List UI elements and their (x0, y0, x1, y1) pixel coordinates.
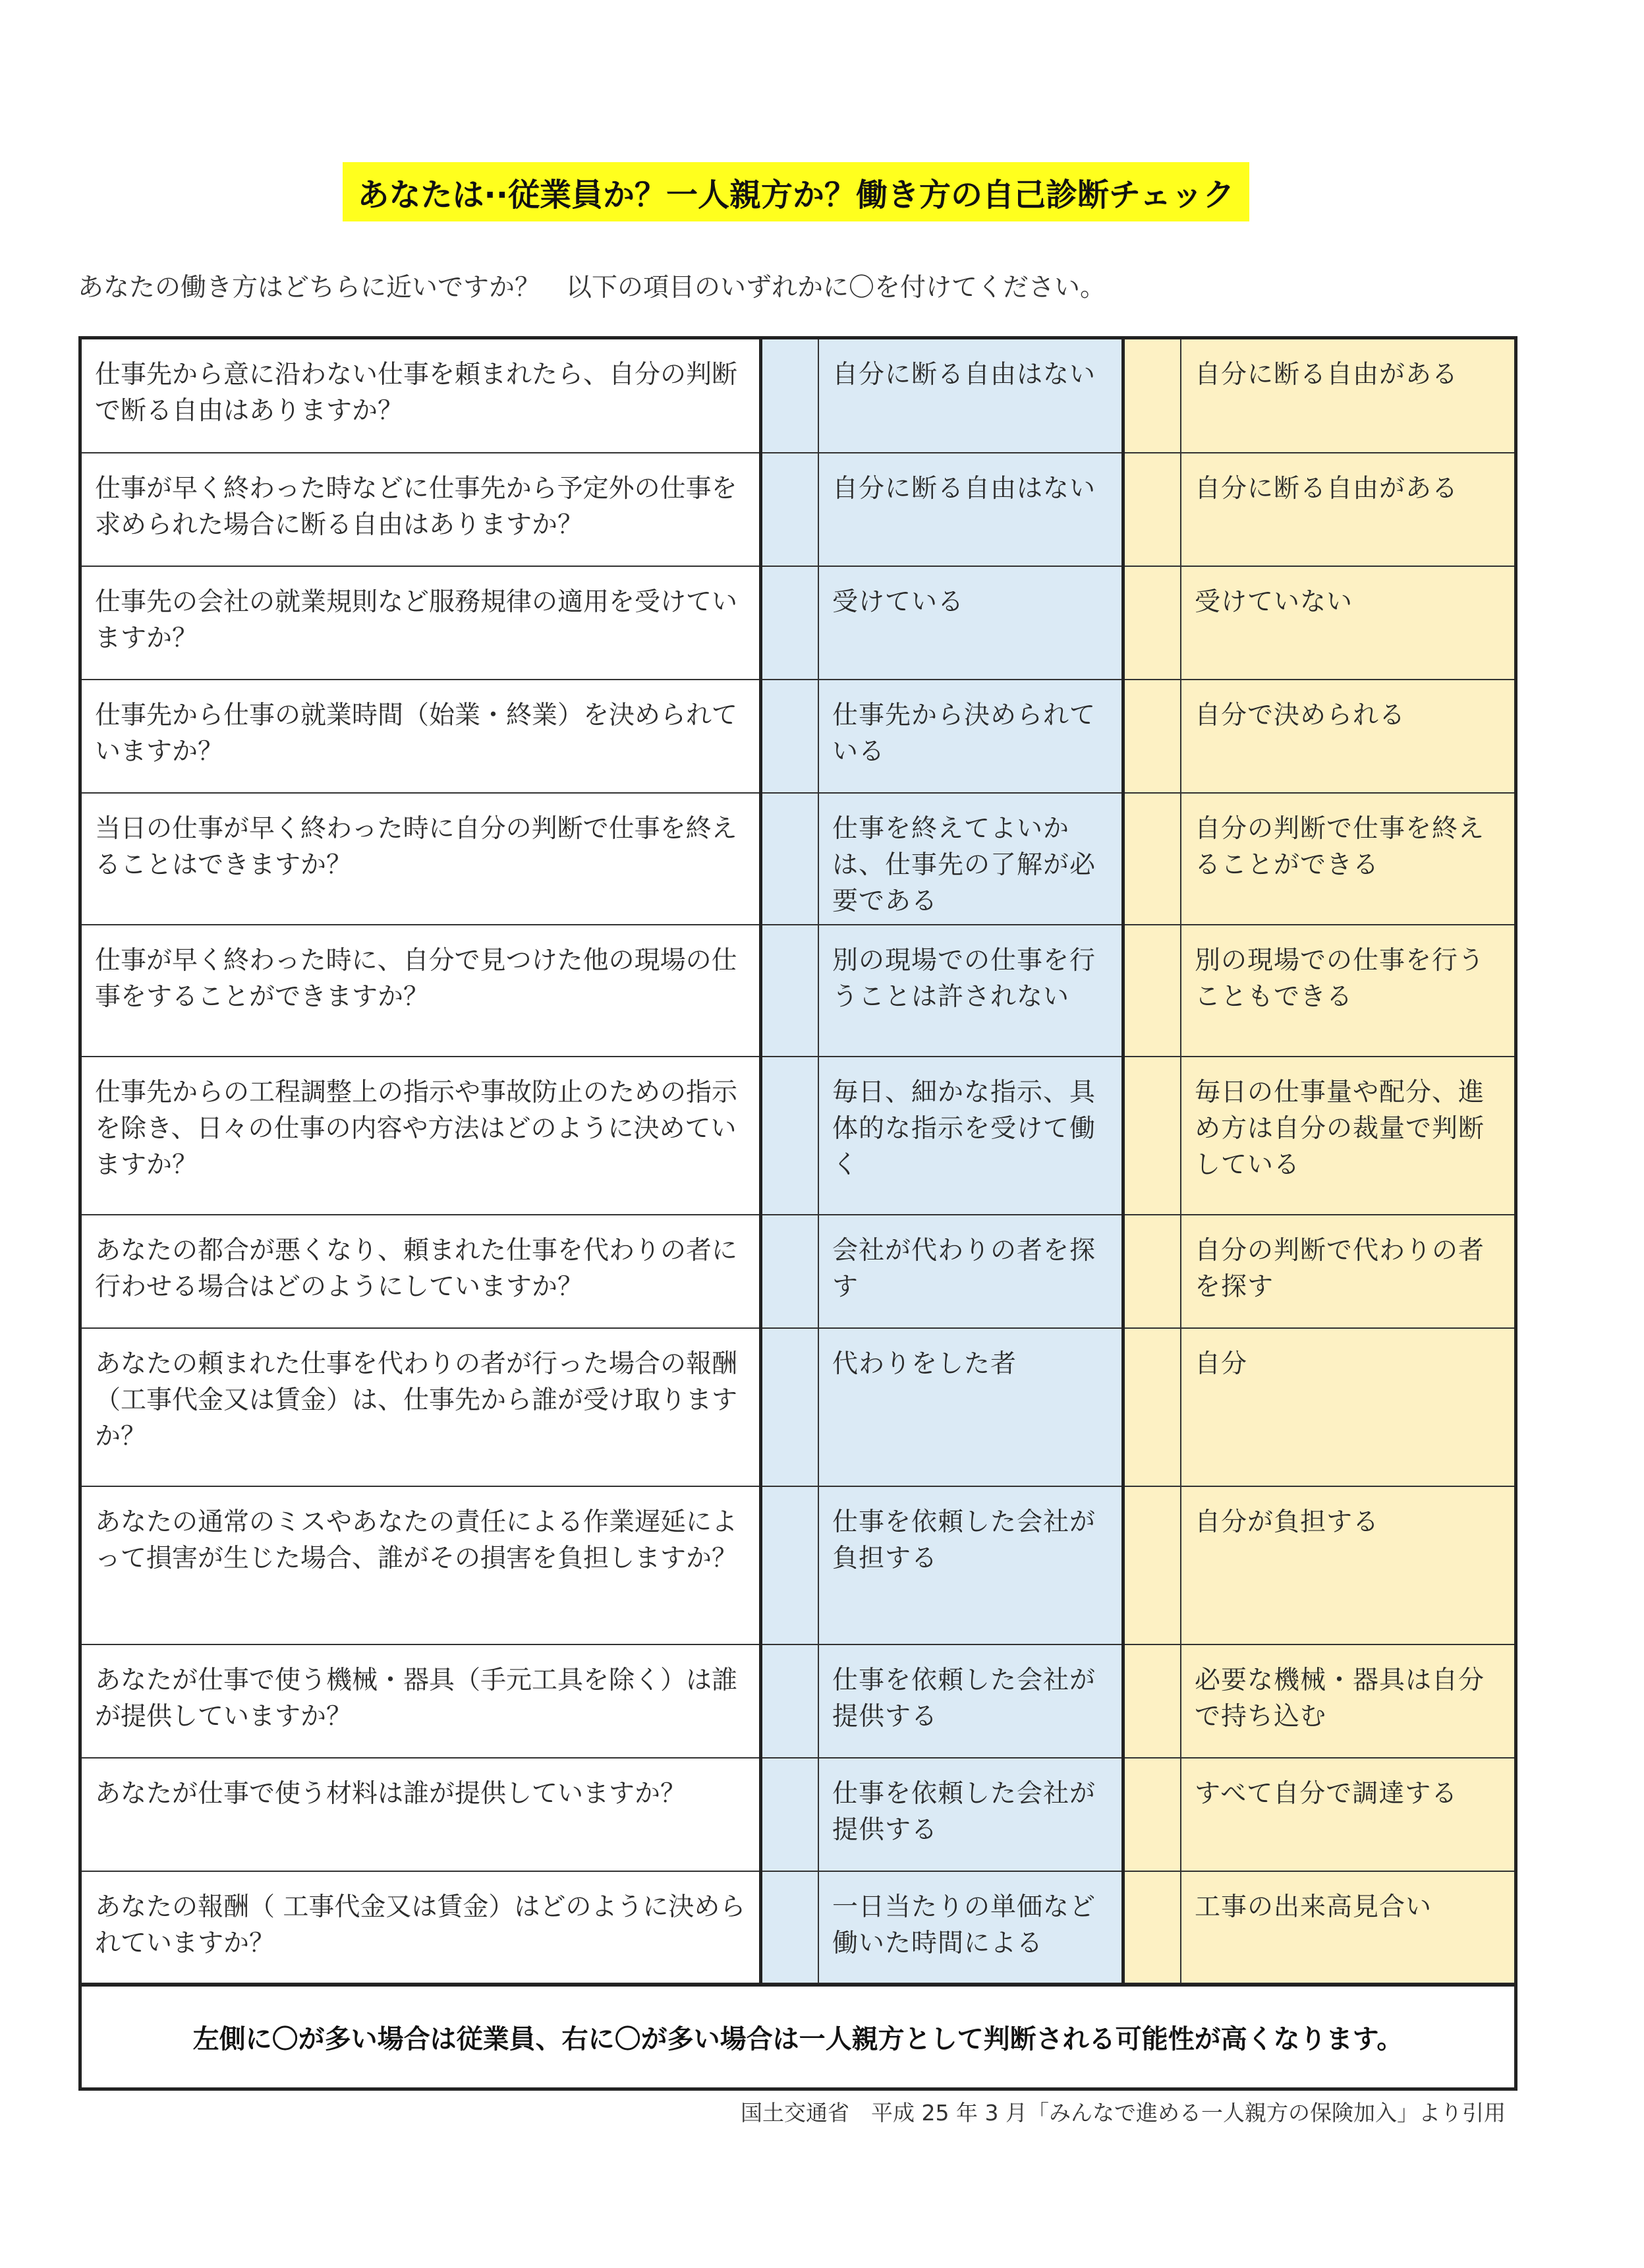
employee-answer: 自分に断る自由はない (818, 339, 1123, 453)
question-text: 仕事先の会社の就業規則など服務規律の適用を受けていますか？ (82, 566, 760, 680)
owner-checkbox[interactable] (1123, 1644, 1181, 1758)
question-text: 仕事が早く終わった時などに仕事先から予定外の仕事を求められた場合に断る自由はありますか？ (82, 453, 760, 566)
self-check-sheet (78, 336, 1517, 2091)
owner-checkbox[interactable] (1123, 925, 1181, 1057)
owner-answer: 自分が負担する (1181, 1486, 1514, 1644)
source-citation: 国土交通省 平成 25 年 3 月「みんなで進める一人親方の保険加入」より引用 (741, 2100, 1506, 2126)
employee-answer: 受けている (818, 566, 1123, 680)
question-row (82, 1486, 1514, 1644)
owner-checkbox[interactable] (1123, 1328, 1181, 1486)
employee-answer: 仕事を依頼した会社が負担する (818, 1486, 1123, 1644)
question-text: あなたの都合が悪くなり、頼まれた仕事を代わりの者に行わせる場合はどのようにしていますか？ (82, 1215, 760, 1328)
owner-answer: 自分 (1181, 1328, 1514, 1486)
employee-answer: 毎日、細かな指示、具体的な指示を受けて働く (818, 1057, 1123, 1215)
question-text: 仕事先から意に沿わない仕事を頼まれたら、自分の判断で断る自由はありますか？ (82, 339, 760, 453)
page-title: あなたは··従業員か？一人親方か？働き方の自己診断チェック (343, 162, 1249, 221)
question-row (82, 1215, 1514, 1328)
owner-checkbox[interactable] (1123, 566, 1181, 680)
conclusion-text: 左側に〇が多い場合は従業員、右に〇が多い場合は一人親方として判断される可能性が高くなります。 (82, 1983, 1514, 2087)
question-text: あなたの通常のミスやあなたの責任による作業遅延によって損害が生じた場合、誰がその損害を負担しますか？ (82, 1486, 760, 1644)
owner-answer: 自分の判断で仕事を終えることができる (1181, 793, 1514, 925)
employee-checkbox[interactable] (760, 1057, 818, 1215)
question-text: 当日の仕事が早く終わった時に自分の判断で仕事を終えることはできますか？ (82, 793, 760, 925)
question-text: あなたが仕事で使う材料は誰が提供していますか？ (82, 1758, 760, 1871)
employee-answer: 仕事先から決められている (818, 680, 1123, 793)
check-table (82, 339, 1514, 1984)
employee-answer: 仕事を依頼した会社が提供する (818, 1644, 1123, 1758)
owner-checkbox[interactable] (1123, 793, 1181, 925)
employee-answer: 仕事を終えてよいかは、仕事先の了解が必要である (818, 793, 1123, 925)
owner-checkbox[interactable] (1123, 1486, 1181, 1644)
owner-answer: 必要な機械・器具は自分で持ち込む (1181, 1644, 1514, 1758)
question-text: あなたが仕事で使う機械・器具（手元工具を除く）は誰が提供していますか？ (82, 1644, 760, 1758)
employee-checkbox[interactable] (760, 1871, 818, 1983)
employee-checkbox[interactable] (760, 1644, 818, 1758)
question-row (82, 1758, 1514, 1871)
employee-answer: 仕事を依頼した会社が提供する (818, 1758, 1123, 1871)
employee-checkbox[interactable] (760, 339, 818, 453)
employee-checkbox[interactable] (760, 1215, 818, 1328)
question-row (82, 1871, 1514, 1983)
employee-checkbox[interactable] (760, 680, 818, 793)
owner-checkbox[interactable] (1123, 1758, 1181, 1871)
question-row (82, 566, 1514, 680)
question-row (82, 925, 1514, 1057)
question-text: あなたの報酬（ 工事代金又は賃金）はどのように決められていますか？ (82, 1871, 760, 1983)
owner-answer: すべて自分で調達する (1181, 1758, 1514, 1871)
owner-checkbox[interactable] (1123, 680, 1181, 793)
owner-answer: 自分に断る自由がある (1181, 339, 1514, 453)
employee-answer: 代わりをした者 (818, 1328, 1123, 1486)
employee-checkbox[interactable] (760, 1486, 818, 1644)
owner-checkbox[interactable] (1123, 453, 1181, 566)
question-row (82, 1057, 1514, 1215)
owner-answer: 工事の出来高見合い (1181, 1871, 1514, 1983)
employee-checkbox[interactable] (760, 1758, 818, 1871)
owner-answer: 受けていない (1181, 566, 1514, 680)
owner-checkbox[interactable] (1123, 1057, 1181, 1215)
question-row (82, 453, 1514, 566)
question-row (82, 339, 1514, 453)
owner-checkbox[interactable] (1123, 339, 1181, 453)
employee-checkbox[interactable] (760, 566, 818, 680)
question-text: 仕事先から仕事の就業時間（始業・終業）を決められていますか？ (82, 680, 760, 793)
owner-answer: 毎日の仕事量や配分、進め方は自分の裁量で判断している (1181, 1057, 1514, 1215)
owner-answer: 自分の判断で代わりの者を探す (1181, 1215, 1514, 1328)
employee-answer: 自分に断る自由はない (818, 453, 1123, 566)
question-row (82, 793, 1514, 925)
employee-answer: 別の現場での仕事を行うことは許されない (818, 925, 1123, 1057)
employee-answer: 一日当たりの単価など働いた時間による (818, 1871, 1123, 1983)
employee-answer: 会社が代わりの者を探す (818, 1215, 1123, 1328)
instruction-text: あなたの働き方はどちらに近いですか？ 以下の項目のいずれかに〇を付けてください。 (78, 273, 1106, 303)
owner-answer: 別の現場での仕事を行うこともできる (1181, 925, 1514, 1057)
owner-answer: 自分に断る自由がある (1181, 453, 1514, 566)
owner-checkbox[interactable] (1123, 1871, 1181, 1983)
owner-checkbox[interactable] (1123, 1215, 1181, 1328)
employee-checkbox[interactable] (760, 925, 818, 1057)
owner-answer: 自分で決められる (1181, 680, 1514, 793)
question-row (82, 680, 1514, 793)
question-text: 仕事先からの工程調整上の指示や事故防止のための指示を除き、日々の仕事の内容や方法はどのように決めていますか？ (82, 1057, 760, 1215)
employee-checkbox[interactable] (760, 453, 818, 566)
employee-checkbox[interactable] (760, 793, 818, 925)
employee-checkbox[interactable] (760, 1328, 818, 1486)
question-text: 仕事が早く終わった時に、自分で見つけた他の現場の仕事をすることができますか？ (82, 925, 760, 1057)
question-row (82, 1644, 1514, 1758)
question-text: あなたの頼まれた仕事を代わりの者が行った場合の報酬（工事代金又は賃金）は、仕事先から誰が受け取りますか？ (82, 1328, 760, 1486)
question-row (82, 1328, 1514, 1486)
